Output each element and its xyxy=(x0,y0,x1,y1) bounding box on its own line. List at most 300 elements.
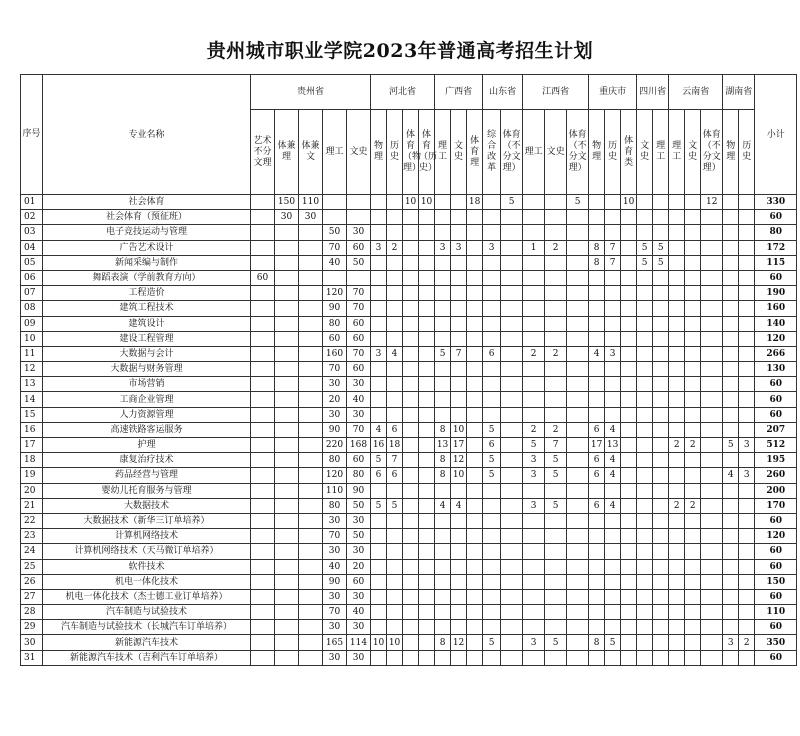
quota-cell xyxy=(523,301,545,316)
quota-cell xyxy=(685,210,701,225)
quota-cell xyxy=(589,544,605,559)
quota-cell: 2 xyxy=(685,438,701,453)
table-row xyxy=(21,210,797,225)
row-number: 23 xyxy=(21,529,43,544)
quota-cell xyxy=(685,255,701,270)
quota-cell xyxy=(523,362,545,377)
quota-cell xyxy=(403,438,419,453)
major-name: 广告艺术设计 xyxy=(43,240,251,255)
quota-cell xyxy=(739,286,755,301)
quota-cell xyxy=(637,559,653,574)
table-row xyxy=(21,331,797,346)
quota-cell xyxy=(419,559,435,574)
quota-cell xyxy=(589,605,605,620)
quota-cell: 17 xyxy=(451,438,467,453)
quota-cell: 60 xyxy=(347,453,371,468)
quota-cell xyxy=(669,286,685,301)
quota-cell xyxy=(275,225,299,240)
quota-cell xyxy=(669,270,685,285)
quota-cell xyxy=(653,438,669,453)
quota-cell xyxy=(467,468,483,483)
quota-cell xyxy=(723,544,739,559)
quota-cell xyxy=(637,635,653,650)
category-header: 艺术不分文理 xyxy=(251,110,275,195)
quota-cell xyxy=(371,529,387,544)
quota-cell: 10 xyxy=(403,195,419,210)
quota-cell xyxy=(467,270,483,285)
quota-cell xyxy=(403,605,419,620)
quota-cell xyxy=(739,422,755,437)
page-title: 贵州城市职业学院2023年普通高考招生计划 xyxy=(206,40,594,62)
major-name: 护理 xyxy=(43,438,251,453)
quota-cell xyxy=(739,362,755,377)
quota-cell xyxy=(589,286,605,301)
quota-cell xyxy=(523,270,545,285)
row-total: 115 xyxy=(755,255,797,270)
quota-cell xyxy=(669,650,685,665)
quota-cell: 5 xyxy=(483,468,501,483)
quota-cell xyxy=(435,544,451,559)
row-number: 13 xyxy=(21,377,43,392)
quota-cell xyxy=(739,498,755,513)
quota-cell: 20 xyxy=(323,392,347,407)
quota-cell xyxy=(685,225,701,240)
quota-cell: 120 xyxy=(323,286,347,301)
quota-cell: 2 xyxy=(669,438,685,453)
row-number: 01 xyxy=(21,195,43,210)
quota-cell xyxy=(451,605,467,620)
quota-cell: 6 xyxy=(387,422,403,437)
quota-cell xyxy=(637,513,653,528)
quota-cell xyxy=(723,270,739,285)
quota-cell xyxy=(299,422,323,437)
quota-cell xyxy=(545,225,567,240)
major-header: 专业名称 xyxy=(43,75,251,195)
quota-cell xyxy=(567,498,589,513)
quota-cell xyxy=(621,210,637,225)
quota-cell xyxy=(545,316,567,331)
quota-cell xyxy=(371,544,387,559)
quota-cell: 8 xyxy=(435,453,451,468)
row-number: 06 xyxy=(21,270,43,285)
category-header: 理工 xyxy=(523,110,545,195)
quota-cell xyxy=(501,650,523,665)
quota-cell xyxy=(467,635,483,650)
quota-cell xyxy=(403,301,419,316)
quota-cell xyxy=(567,377,589,392)
quota-cell: 4 xyxy=(371,422,387,437)
quota-cell xyxy=(371,377,387,392)
quota-cell xyxy=(567,589,589,604)
quota-cell xyxy=(637,362,653,377)
quota-cell: 10 xyxy=(451,422,467,437)
quota-cell xyxy=(501,392,523,407)
category-header: 物理 xyxy=(589,110,605,195)
table-row xyxy=(21,286,797,301)
quota-cell xyxy=(701,544,723,559)
quota-cell xyxy=(723,574,739,589)
quota-cell xyxy=(483,195,501,210)
quota-cell xyxy=(739,407,755,422)
quota-cell xyxy=(685,392,701,407)
quota-cell xyxy=(403,574,419,589)
quota-cell: 110 xyxy=(323,483,347,498)
quota-cell: 5 xyxy=(545,635,567,650)
quota-cell xyxy=(545,620,567,635)
quota-cell xyxy=(299,529,323,544)
quota-cell xyxy=(435,225,451,240)
quota-cell: 60 xyxy=(251,270,275,285)
quota-cell xyxy=(501,438,523,453)
quota-cell xyxy=(685,650,701,665)
quota-cell xyxy=(653,225,669,240)
quota-cell xyxy=(387,513,403,528)
category-header: 体兼文 xyxy=(299,110,323,195)
quota-cell xyxy=(435,620,451,635)
major-name: 机电一体化技术（杰士德工业订单培养） xyxy=(43,589,251,604)
quota-cell xyxy=(685,270,701,285)
quota-cell xyxy=(523,605,545,620)
quota-cell xyxy=(251,438,275,453)
quota-cell xyxy=(723,559,739,574)
quota-cell xyxy=(371,316,387,331)
quota-cell xyxy=(739,589,755,604)
quota-cell xyxy=(299,331,323,346)
quota-cell xyxy=(567,301,589,316)
quota-cell xyxy=(701,331,723,346)
quota-cell: 30 xyxy=(323,544,347,559)
quota-cell xyxy=(621,650,637,665)
quota-cell xyxy=(419,301,435,316)
quota-cell xyxy=(739,605,755,620)
quota-cell: 80 xyxy=(323,498,347,513)
quota-cell: 30 xyxy=(347,225,371,240)
row-number: 18 xyxy=(21,453,43,468)
quota-cell: 30 xyxy=(347,544,371,559)
quota-cell xyxy=(251,605,275,620)
quota-cell xyxy=(739,270,755,285)
quota-cell xyxy=(605,574,621,589)
quota-cell xyxy=(567,316,589,331)
quota-cell xyxy=(653,377,669,392)
quota-cell xyxy=(637,286,653,301)
quota-cell xyxy=(739,513,755,528)
row-total: 260 xyxy=(755,468,797,483)
quota-cell xyxy=(419,468,435,483)
quota-cell xyxy=(637,346,653,361)
quota-cell xyxy=(723,453,739,468)
quota-cell: 5 xyxy=(483,422,501,437)
quota-cell xyxy=(653,513,669,528)
quota-cell xyxy=(387,210,403,225)
quota-cell xyxy=(419,620,435,635)
quota-cell xyxy=(419,483,435,498)
quota-cell xyxy=(419,225,435,240)
quota-cell: 6 xyxy=(589,468,605,483)
quota-cell xyxy=(685,301,701,316)
quota-cell: 7 xyxy=(387,453,403,468)
quota-cell xyxy=(435,195,451,210)
quota-cell: 3 xyxy=(523,468,545,483)
quota-cell: 3 xyxy=(523,453,545,468)
quota-cell xyxy=(589,377,605,392)
quota-cell xyxy=(483,392,501,407)
quota-cell xyxy=(451,513,467,528)
row-number: 30 xyxy=(21,635,43,650)
quota-cell xyxy=(739,544,755,559)
quota-cell xyxy=(419,240,435,255)
quota-cell xyxy=(589,316,605,331)
quota-cell xyxy=(637,620,653,635)
quota-cell xyxy=(701,513,723,528)
quota-cell: 8 xyxy=(435,468,451,483)
quota-cell xyxy=(701,438,723,453)
category-header: 体育（历史） xyxy=(419,110,435,195)
quota-cell xyxy=(501,240,523,255)
quota-cell xyxy=(523,392,545,407)
quota-cell xyxy=(701,422,723,437)
quota-cell: 60 xyxy=(347,362,371,377)
quota-cell xyxy=(419,650,435,665)
quota-cell xyxy=(545,483,567,498)
quota-cell xyxy=(483,620,501,635)
total-header: 小计 xyxy=(755,75,797,195)
quota-cell: 120 xyxy=(323,468,347,483)
quota-cell: 5 xyxy=(545,468,567,483)
row-total: 350 xyxy=(755,635,797,650)
quota-cell xyxy=(653,392,669,407)
quota-cell: 90 xyxy=(323,422,347,437)
row-number: 24 xyxy=(21,544,43,559)
quota-cell xyxy=(419,574,435,589)
quota-cell xyxy=(387,605,403,620)
quota-cell xyxy=(403,270,419,285)
quota-cell xyxy=(299,438,323,453)
quota-cell xyxy=(251,331,275,346)
major-name: 软件技术 xyxy=(43,559,251,574)
quota-cell xyxy=(501,605,523,620)
quota-cell xyxy=(467,513,483,528)
province-header: 山东省 xyxy=(483,75,523,110)
quota-cell xyxy=(371,620,387,635)
quota-cell xyxy=(653,301,669,316)
quota-cell xyxy=(467,407,483,422)
row-total: 60 xyxy=(755,559,797,574)
quota-cell xyxy=(275,468,299,483)
quota-cell xyxy=(451,301,467,316)
quota-cell xyxy=(723,286,739,301)
quota-cell xyxy=(605,377,621,392)
table-row xyxy=(21,559,797,574)
quota-cell xyxy=(669,574,685,589)
quota-cell xyxy=(701,225,723,240)
quota-cell xyxy=(403,620,419,635)
quota-cell xyxy=(251,468,275,483)
quota-cell: 2 xyxy=(545,346,567,361)
quota-cell xyxy=(403,316,419,331)
quota-cell xyxy=(419,498,435,513)
quota-cell xyxy=(251,407,275,422)
row-number: 11 xyxy=(21,346,43,361)
quota-cell: 10 xyxy=(451,468,467,483)
quota-cell xyxy=(621,635,637,650)
quota-cell xyxy=(435,529,451,544)
quota-cell xyxy=(567,392,589,407)
quota-cell: 5 xyxy=(371,498,387,513)
quota-cell xyxy=(435,331,451,346)
quota-cell: 40 xyxy=(323,559,347,574)
quota-cell: 90 xyxy=(323,301,347,316)
quota-cell xyxy=(251,453,275,468)
quota-cell xyxy=(621,377,637,392)
quota-cell xyxy=(669,468,685,483)
quota-cell: 30 xyxy=(323,589,347,604)
quota-cell xyxy=(435,286,451,301)
quota-cell: 6 xyxy=(371,468,387,483)
quota-cell xyxy=(605,483,621,498)
major-name: 康复治疗技术 xyxy=(43,453,251,468)
quota-cell: 90 xyxy=(347,483,371,498)
row-number: 28 xyxy=(21,605,43,620)
quota-cell xyxy=(653,483,669,498)
quota-cell xyxy=(621,544,637,559)
row-number: 10 xyxy=(21,331,43,346)
quota-cell xyxy=(251,559,275,574)
quota-cell xyxy=(435,559,451,574)
quota-cell xyxy=(589,650,605,665)
quota-cell: 60 xyxy=(347,316,371,331)
quota-cell xyxy=(739,255,755,270)
quota-cell: 7 xyxy=(545,438,567,453)
quota-cell xyxy=(467,377,483,392)
quota-cell xyxy=(653,498,669,513)
quota-cell xyxy=(685,559,701,574)
quota-cell xyxy=(419,529,435,544)
quota-cell xyxy=(275,392,299,407)
quota-cell xyxy=(723,255,739,270)
quota-cell xyxy=(403,225,419,240)
quota-cell xyxy=(545,650,567,665)
quota-cell xyxy=(387,301,403,316)
quota-cell xyxy=(251,210,275,225)
quota-cell xyxy=(275,270,299,285)
quota-cell: 13 xyxy=(605,438,621,453)
quota-cell xyxy=(621,513,637,528)
quota-cell xyxy=(739,392,755,407)
quota-cell xyxy=(545,605,567,620)
quota-cell xyxy=(251,255,275,270)
quota-cell xyxy=(323,270,347,285)
quota-cell xyxy=(523,286,545,301)
quota-cell: 30 xyxy=(347,650,371,665)
row-number: 19 xyxy=(21,468,43,483)
quota-cell xyxy=(275,650,299,665)
quota-cell xyxy=(435,377,451,392)
quota-cell xyxy=(299,301,323,316)
table-row xyxy=(21,544,797,559)
quota-cell xyxy=(403,483,419,498)
province-header: 云南省 xyxy=(669,75,723,110)
quota-cell xyxy=(483,574,501,589)
quota-cell: 50 xyxy=(323,225,347,240)
row-number: 09 xyxy=(21,316,43,331)
quota-cell xyxy=(483,210,501,225)
table-row xyxy=(21,589,797,604)
quota-cell xyxy=(637,316,653,331)
quota-cell xyxy=(467,498,483,513)
quota-cell xyxy=(567,513,589,528)
table-row xyxy=(21,255,797,270)
category-header: 理工 xyxy=(323,110,347,195)
quota-cell xyxy=(653,529,669,544)
quota-cell xyxy=(621,225,637,240)
quota-cell xyxy=(435,605,451,620)
row-number: 20 xyxy=(21,483,43,498)
quota-cell xyxy=(251,574,275,589)
major-name: 大数据技术 xyxy=(43,498,251,513)
row-total: 200 xyxy=(755,483,797,498)
quota-cell xyxy=(501,620,523,635)
quota-cell xyxy=(545,362,567,377)
quota-cell xyxy=(739,301,755,316)
quota-cell xyxy=(621,574,637,589)
quota-cell xyxy=(701,346,723,361)
quota-cell xyxy=(653,346,669,361)
quota-cell xyxy=(275,635,299,650)
category-header: 历史 xyxy=(605,110,621,195)
quota-cell xyxy=(483,286,501,301)
quota-cell xyxy=(451,255,467,270)
table-row xyxy=(21,483,797,498)
quota-cell xyxy=(723,483,739,498)
quota-cell xyxy=(467,301,483,316)
quota-cell xyxy=(723,589,739,604)
quota-cell xyxy=(621,453,637,468)
category-header: 文史 xyxy=(685,110,701,195)
quota-cell xyxy=(387,392,403,407)
quota-cell xyxy=(419,331,435,346)
quota-cell xyxy=(275,605,299,620)
quota-cell xyxy=(701,529,723,544)
quota-cell xyxy=(589,301,605,316)
category-header: 体育类 xyxy=(621,110,637,195)
quota-cell xyxy=(275,453,299,468)
quota-cell xyxy=(589,362,605,377)
quota-cell xyxy=(275,559,299,574)
quota-cell: 7 xyxy=(451,346,467,361)
quota-cell xyxy=(669,195,685,210)
quota-cell: 50 xyxy=(347,255,371,270)
quota-cell xyxy=(739,240,755,255)
quota-cell xyxy=(371,589,387,604)
quota-cell: 4 xyxy=(605,498,621,513)
province-header: 湖南省 xyxy=(723,75,755,110)
quota-cell xyxy=(669,255,685,270)
major-name: 汽车制造与试验技术（长城汽车订单培养） xyxy=(43,620,251,635)
quota-cell: 30 xyxy=(347,513,371,528)
province-header: 河北省 xyxy=(371,75,435,110)
quota-cell xyxy=(637,483,653,498)
quota-cell xyxy=(483,544,501,559)
quota-cell xyxy=(545,407,567,422)
quota-cell xyxy=(523,544,545,559)
quota-cell xyxy=(403,650,419,665)
quota-cell xyxy=(419,362,435,377)
quota-cell xyxy=(637,301,653,316)
quota-cell xyxy=(387,559,403,574)
table-row xyxy=(21,605,797,620)
quota-cell xyxy=(371,605,387,620)
